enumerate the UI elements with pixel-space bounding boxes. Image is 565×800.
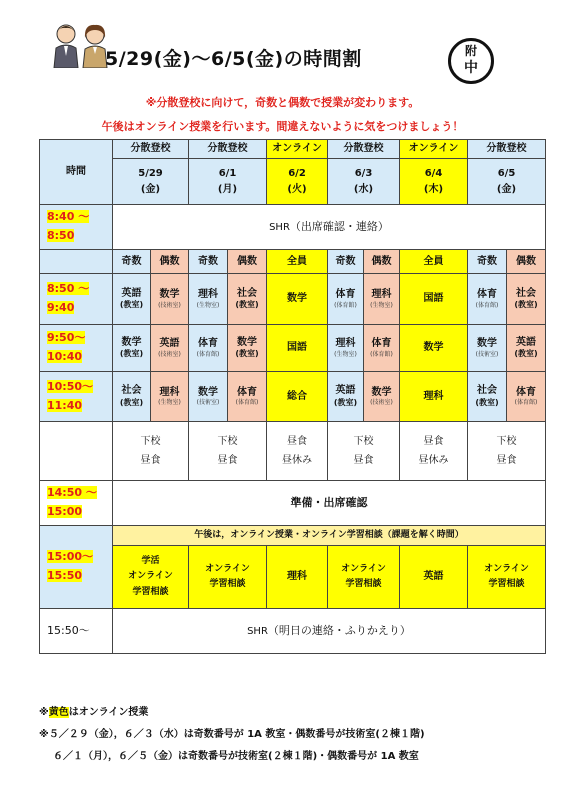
lesson-cell: 社会 (教室) [113,372,151,422]
shr-afternoon-label: SHR [247,625,268,637]
online-lesson-cell: 総合 [267,372,328,422]
day3-mode: オンライン [267,140,328,159]
day5-date-cell [400,159,468,205]
afternoon-banner: 午後は，オンライン授業・オンライン学習相談（課題を解く時間） [113,526,546,546]
period-3-time: 10:50〜 11:40 [40,372,113,422]
page-title: 5/29(金)〜6/5(金)の時間割 [105,48,362,70]
lesson-cell: 理科 (生物室) [189,274,228,325]
day6-mode: 分散登校 [468,140,546,159]
lesson-cell: 理科 (生物室) [364,274,400,325]
day4-date-cell [328,159,400,205]
group-even: 偶数 [364,250,400,274]
time-header: 時間 [66,166,86,178]
lesson-cell: 理科 (生物室) [328,325,364,372]
online-lesson-cell: 数学 [400,325,468,372]
lesson-cell: 数学 (技術室) [151,274,189,325]
day2-date-cell [189,159,267,205]
meal-cell: 昼食 昼休み [400,422,468,481]
lunch-row [40,422,546,481]
day5-mode: オンライン [400,140,468,159]
day4-date: 6/3 [354,167,373,179]
prep-time: 14:50 〜 15:00 [40,481,113,526]
footer-line-3: ６／１（月），６／５（金）は奇数番号が技術室(２棟１階)・偶数番号が 1A 教室 [53,751,419,762]
meal-cell: 下校 昼食 [113,422,189,481]
online-consult-cell: オンライン 学習相談 [328,546,400,609]
notice-line-2: 午後はオンライン授業を行います。間違えないように気をつけましょう！ [101,120,464,133]
online-lesson-cell: 英語 [400,546,468,609]
online-lesson-cell: 国語 [267,325,328,372]
day3-date-cell [267,159,328,205]
day2-weekday: (月) [217,183,238,195]
lesson-cell: 体育 (体育館) [328,274,364,325]
meal-cell: 下校 昼食 [189,422,267,481]
footer-line-1: ※黄色はオンライン授業 [39,707,149,718]
group-even: 偶数 [228,250,267,274]
lesson-cell: 体育 (体育館) [364,325,400,372]
lesson-cell: 数学 (技術室) [468,325,507,372]
online-lesson-cell: 数学 [267,274,328,325]
day3-date: 6/2 [288,167,306,179]
lesson-cell: 数学 (教室) [228,325,267,372]
shr-morning-row [40,205,546,250]
group-even: 偶数 [151,250,189,274]
logo-text-bottom: 中 [464,60,478,76]
timetable [39,139,546,654]
lesson-cell: 理科 (生物室) [151,372,189,422]
day1-weekday: (金) [140,183,161,195]
online-consult-cell: 学活 オンライン 学習相談 [113,546,189,609]
footer-notes [39,702,549,768]
shr-morning-cell [113,205,546,250]
afternoon-row [40,546,546,609]
day6-weekday: (金) [496,183,517,195]
group-all: 全員 [267,250,328,274]
meal-cell: 下校 昼食 [328,422,400,481]
time-header-cell [40,140,113,205]
shr-afternoon-cell [113,609,546,654]
day6-date: 6/5 [497,167,516,179]
lunch-time-empty [40,422,113,481]
footer-line-2: ※５／２９（金），６／３（水）は奇数番号が 1A 教室・偶数番号が技術室(２棟１階) [39,729,425,740]
lesson-cell: 体育 (体育館) [228,372,267,422]
period-2-time: 9:50〜 10:40 [40,325,113,372]
lesson-cell: 社会 (教室) [228,274,267,325]
online-consult-cell: オンライン 学習相談 [189,546,267,609]
lesson-cell: 体育 (体育館) [468,274,507,325]
notice-line-1: ※分散登校に向けて，奇数と偶数で授業が変わります。 [145,96,420,109]
lesson-cell: 数学 (技術室) [364,372,400,422]
day5-date: 6/4 [424,167,443,179]
lesson-cell: 数学 (技術室) [189,372,228,422]
lesson-cell: 英語 (教室) [113,274,151,325]
lesson-cell: 体育 (体育館) [507,372,546,422]
online-lesson-cell: 理科 [400,372,468,422]
group-odd: 奇数 [189,250,228,274]
online-lesson-cell: 理科 [267,546,328,609]
day1-mode: 分散登校 [113,140,189,159]
afternoon-banner-row [40,526,546,546]
shr-afternoon-note: （明日の連絡・ふりかえり） [267,623,411,637]
lesson-cell: 数学 (教室) [113,325,151,372]
logo-text-top: 附 [464,44,477,58]
period-2-row [40,325,546,372]
period-1-row [40,274,546,325]
day4-weekday: (水) [353,183,374,195]
group-odd: 奇数 [328,250,364,274]
afternoon-time: 15:00〜 15:50 [40,526,113,609]
prep-row [40,481,546,526]
shr-morning-note: （出席確認・連絡） [289,219,389,233]
shr-afternoon-time: 15:50〜 [40,609,113,654]
day2-mode: 分散登校 [189,140,267,159]
lesson-cell: 英語 (教室) [507,325,546,372]
meal-cell: 昼食 昼休み [267,422,328,481]
meal-cell: 下校 昼食 [468,422,546,481]
period-3-row [40,372,546,422]
mode-row [40,140,546,159]
prep-label: 準備・出席確認 [113,481,546,526]
period-1-time: 8:50 〜 9:40 [40,274,113,325]
shr-morning-label: SHR [269,221,290,233]
shr-afternoon-row [40,609,546,654]
shr-morning-time: 8:40 〜 8:50 [40,205,113,250]
group-all: 全員 [400,250,468,274]
group-odd: 奇数 [468,250,507,274]
lesson-cell: 英語 (技術室) [151,325,189,372]
online-lesson-cell: 国語 [400,274,468,325]
group-row [40,250,546,274]
day1-date-cell [113,159,189,205]
school-logo [448,38,494,84]
online-consult-cell: オンライン 学習相談 [468,546,546,609]
lesson-cell: 体育 (体育館) [189,325,228,372]
day1-date: 5/29 [138,167,163,179]
lesson-cell: 社会 (教室) [507,274,546,325]
day3-weekday: (火) [287,183,307,195]
lesson-cell: 社会 (教室) [468,372,507,422]
page-header [0,0,565,135]
day6-date-cell [468,159,546,205]
day2-date: 6/1 [218,167,237,179]
lesson-cell: 英語 (教室) [328,372,364,422]
group-odd: 奇数 [113,250,151,274]
day5-weekday: (木) [423,183,444,195]
group-row-empty [40,250,113,274]
group-even: 偶数 [507,250,546,274]
day4-mode: 分散登校 [328,140,400,159]
date-row [40,159,546,205]
boy-student-icon [51,22,81,68]
